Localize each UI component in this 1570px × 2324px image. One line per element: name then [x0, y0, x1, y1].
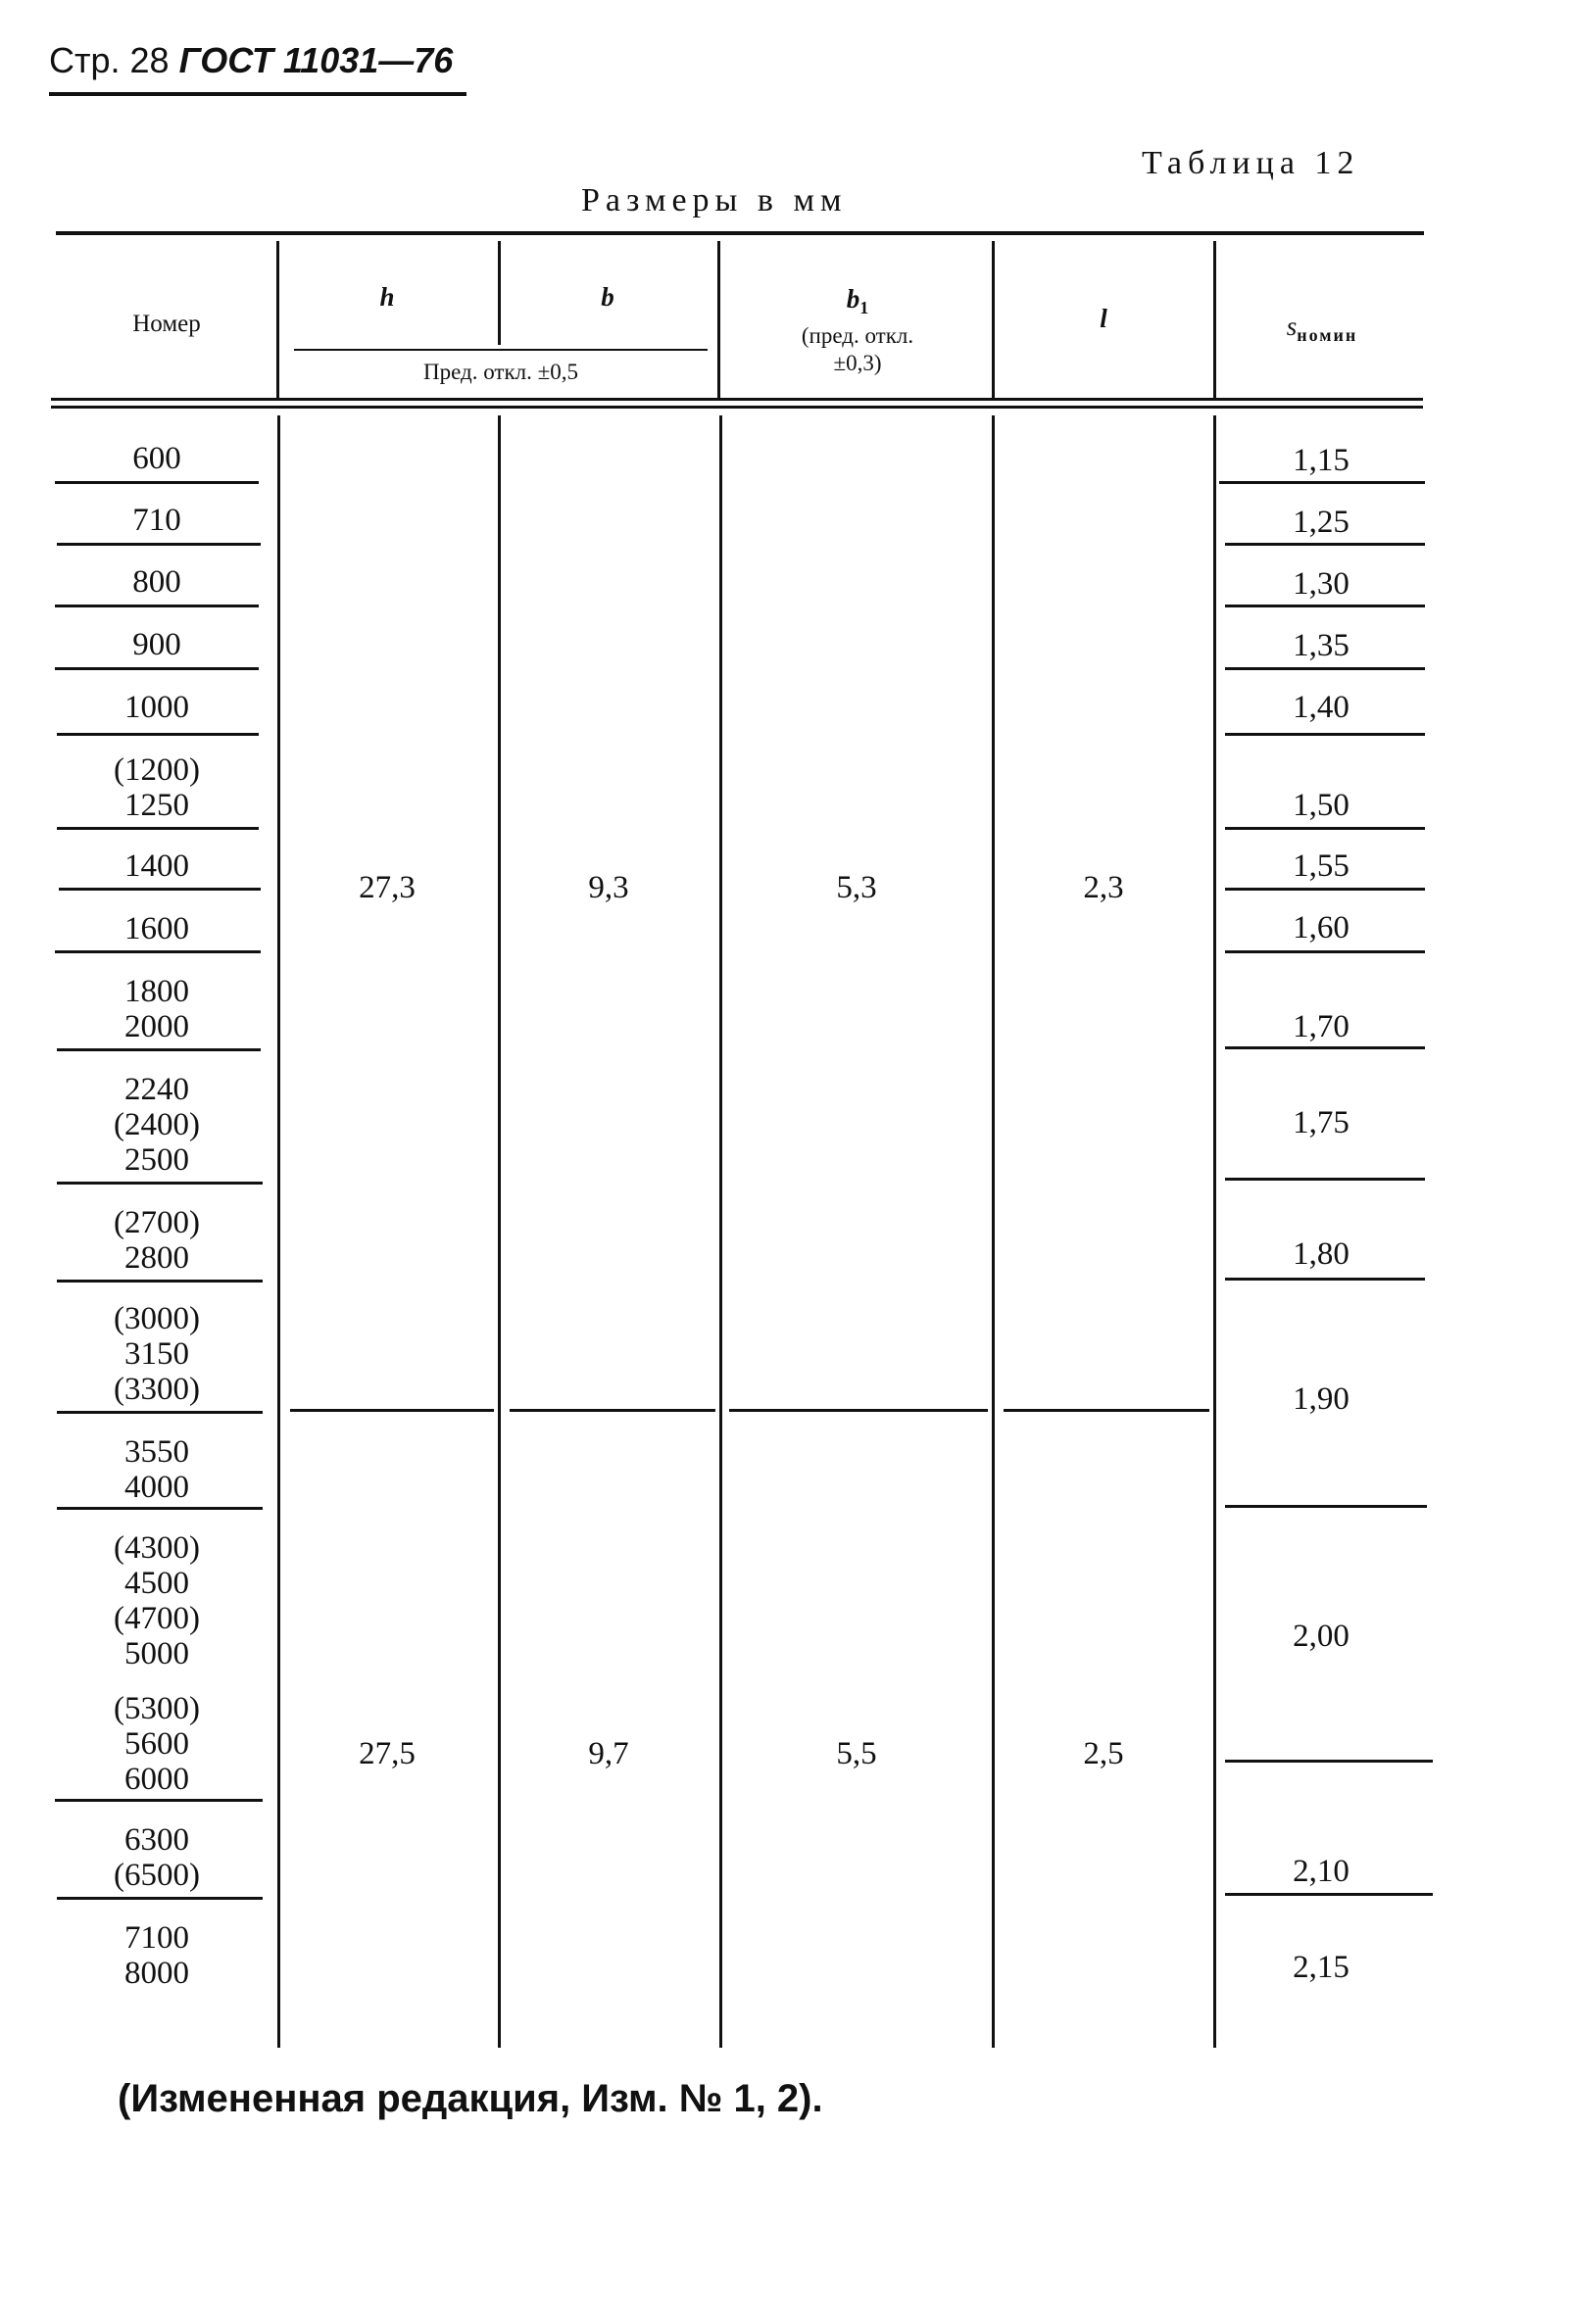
group-separator-h	[290, 1409, 494, 1412]
s-value: 1,25	[1293, 505, 1349, 540]
header-vrule-5	[1213, 241, 1216, 398]
nomer-cell: 2240 (2400) 2500	[114, 1072, 200, 1178]
b1-symbol: b	[846, 284, 860, 314]
s-value: 1,70	[1293, 1009, 1349, 1044]
s-value: 2,10	[1293, 1854, 1349, 1889]
nomer-cell: 800	[132, 564, 181, 600]
nomer-rule	[57, 543, 261, 546]
nomer-rule	[57, 1280, 263, 1283]
s-subscript: номин	[1297, 325, 1358, 345]
body-vrule-3	[719, 415, 722, 2048]
table-top-rule	[56, 231, 1424, 235]
nomer-rule	[57, 1048, 261, 1051]
s-rule	[1225, 1046, 1425, 1049]
nomer-cell: 1000	[124, 690, 189, 725]
col-header-l: l	[1100, 304, 1107, 333]
page-label: Стр. 28	[49, 40, 170, 80]
group-separator-l	[1004, 1409, 1209, 1412]
col-header-h: h	[379, 282, 395, 312]
group-separator-b1	[729, 1409, 988, 1412]
group2-h-value: 27,5	[359, 1736, 416, 1771]
group1-h-value: 27,3	[359, 870, 416, 905]
nomer-cell: 1600	[124, 911, 189, 946]
nomer-rule	[57, 1897, 263, 1900]
nomer-rule	[57, 733, 259, 736]
nomer-cell: (5300) 5600 6000	[114, 1691, 200, 1797]
nomer-cell: 1800 2000	[124, 974, 189, 1044]
group1-b-value: 9,3	[588, 870, 629, 905]
nomer-cell: 600	[132, 441, 181, 476]
group-separator-b	[510, 1409, 715, 1412]
header-vrule-2	[498, 241, 501, 345]
group2-l-value: 2,5	[1083, 1736, 1124, 1771]
s-rule	[1225, 605, 1425, 607]
tolerance-label: Пред. откл. ±0,5	[423, 360, 578, 384]
body-vrule-4	[992, 415, 995, 2048]
tolerance-rule	[294, 349, 708, 351]
s-value: 1,15	[1293, 443, 1349, 478]
s-rule	[1225, 1760, 1433, 1763]
s-value: 1,50	[1293, 788, 1349, 823]
header-bottom-rule	[51, 398, 1423, 401]
group1-l-value: 2,3	[1083, 870, 1124, 905]
s-value: 1,40	[1293, 690, 1349, 725]
group2-b-value: 9,7	[588, 1736, 629, 1771]
nomer-cell: (4300) 4500 (4700) 5000	[114, 1530, 200, 1671]
page-header	[49, 33, 466, 96]
s-rule	[1225, 733, 1425, 736]
nomer-cell: 710	[132, 503, 181, 538]
b1-note-line1: (пред. откл.	[801, 323, 914, 348]
nomer-rule	[55, 667, 259, 670]
body-vrule-5	[1213, 415, 1216, 2048]
s-rule	[1225, 1505, 1427, 1508]
s-value: 1,75	[1293, 1105, 1349, 1140]
s-rule	[1225, 543, 1425, 546]
s-rule	[1225, 950, 1425, 953]
col-header-s	[1219, 312, 1425, 350]
s-value: 1,30	[1293, 566, 1349, 602]
nomer-cell: 3550 4000	[124, 1434, 189, 1505]
nomer-rule	[57, 827, 259, 830]
s-value: 1,80	[1293, 1236, 1349, 1272]
nomer-cell: (3000) 3150 (3300)	[114, 1301, 200, 1407]
nomer-rule	[55, 481, 259, 484]
header-vrule-1	[276, 241, 279, 398]
units-caption: Размеры в мм	[581, 182, 848, 218]
col-header-b1	[725, 284, 990, 377]
b1-note-line2: ±0,3)	[833, 351, 882, 375]
nomer-rule	[57, 1507, 263, 1510]
group2-b1-value: 5,5	[836, 1736, 877, 1771]
s-value: 1,35	[1293, 628, 1349, 663]
s-rule	[1225, 827, 1425, 830]
nomer-cell: 1400	[124, 848, 189, 884]
nomer-rule	[57, 1182, 263, 1185]
header-rule	[49, 92, 466, 96]
s-value: 1,60	[1293, 910, 1349, 945]
s-rule	[1225, 1278, 1425, 1281]
body-vrule-2	[498, 415, 501, 2048]
s-rule	[1225, 888, 1425, 891]
s-value: 1,90	[1293, 1381, 1349, 1417]
s-value: 2,00	[1293, 1619, 1349, 1654]
amendment-note: (Измененная редакция, Изм. № 1, 2).	[118, 2077, 823, 2120]
s-rule	[1225, 1178, 1425, 1181]
nomer-cell: (1200) 1250	[114, 752, 200, 823]
nomer-rule	[55, 950, 261, 953]
col-header-b: b	[601, 282, 614, 312]
s-value: 2,15	[1293, 1950, 1349, 1985]
s-rule	[1225, 1893, 1433, 1896]
body-vrule-1	[277, 415, 280, 2048]
header-vrule-4	[992, 241, 995, 398]
nomer-cell: 7100 8000	[124, 1920, 189, 1991]
nomer-cell: 6300 (6500)	[114, 1822, 200, 1893]
s-rule	[1225, 667, 1425, 670]
nomer-rule	[55, 1799, 263, 1802]
header-vrule-3	[717, 241, 720, 398]
nomer-rule	[59, 888, 261, 891]
group1-b1-value: 5,3	[836, 870, 877, 905]
nomer-rule	[55, 605, 259, 607]
b1-subscript: 1	[859, 298, 869, 317]
nomer-cell: 900	[132, 627, 181, 662]
s-rule	[1219, 481, 1425, 484]
table-title: Таблица 12	[1142, 145, 1360, 181]
standard-number: ГОСТ 11031—76	[178, 40, 454, 80]
nomer-rule	[57, 1411, 263, 1414]
s-value: 1,55	[1293, 848, 1349, 884]
nomer-cell: (2700) 2800	[114, 1205, 200, 1276]
s-symbol: s	[1286, 312, 1298, 341]
header-bottom-rule-2	[51, 406, 1423, 409]
col-header-nomer: Номер	[132, 311, 201, 337]
